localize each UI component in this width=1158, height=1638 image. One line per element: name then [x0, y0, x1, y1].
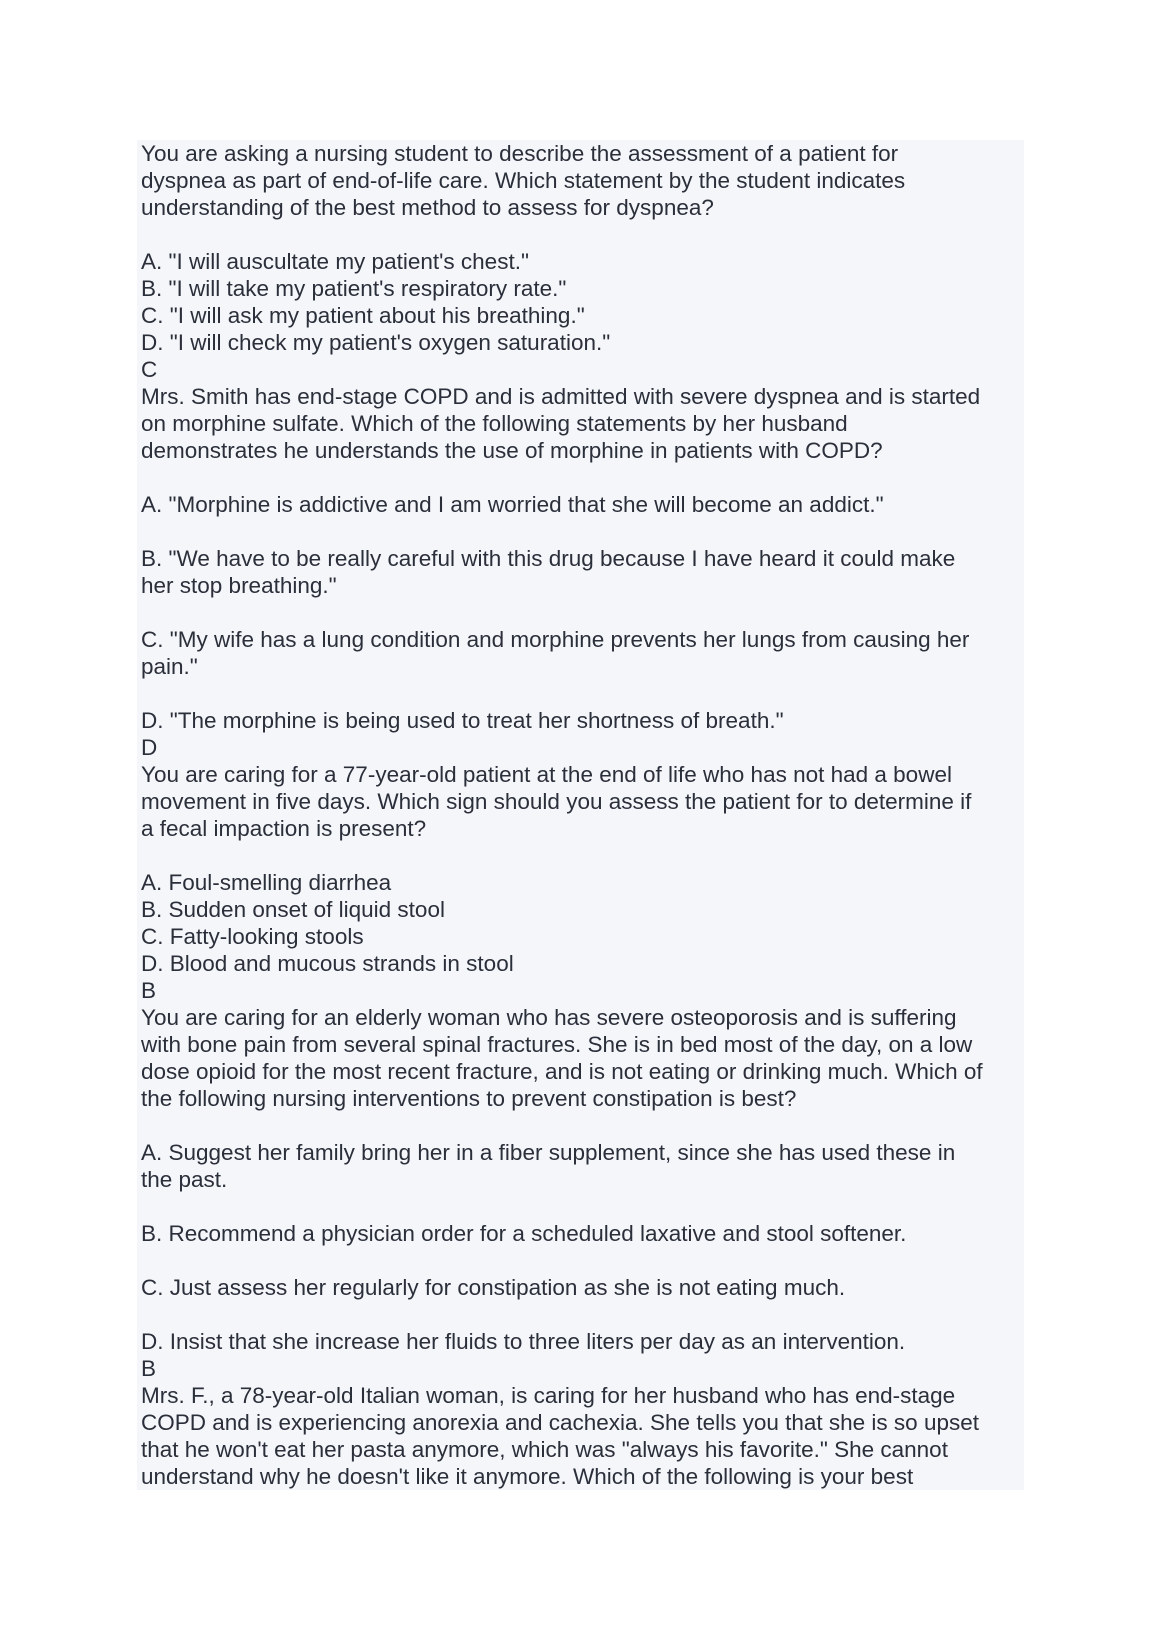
spacer	[141, 842, 1020, 869]
question-1-option-a: A. "I will auscultate my patient's chest."	[141, 249, 529, 274]
spacer	[141, 1112, 1020, 1139]
spacer	[141, 518, 1020, 545]
spacer	[141, 599, 1020, 626]
question-2-option-d: D. "The morphine is being used to treat her shortness of breath."	[141, 708, 784, 733]
spacer	[141, 1247, 1020, 1274]
question-4-option-c: C. Just assess her regularly for constipation as she is not eating much.	[141, 1275, 846, 1300]
question-4-stem-line-4: the following nursing interventions to prevent constipation is best?	[141, 1086, 797, 1111]
question-2-stem-line-1: Mrs. Smith has end-stage COPD and is admitted with severe dyspnea and is started	[141, 384, 981, 409]
question-3-stem-line-2: movement in five days. Which sign should you assess the patient for to determine if	[141, 789, 972, 814]
question-3-option-b: B. Sudden onset of liquid stool	[141, 897, 445, 922]
question-5-stem-line-2: COPD and is experiencing anorexia and cachexia. She tells you that she is so upset	[141, 1410, 979, 1435]
question-1-option-d: D. "I will check my patient's oxygen saturation."	[141, 330, 611, 355]
question-3-stem-line-3: a fecal impaction is present?	[141, 816, 427, 841]
question-2-option-b-line-1: B. "We have to be really careful with this drug because I have heard it could make	[141, 546, 956, 571]
question-2-option-b-line-2: her stop breathing."	[141, 573, 337, 598]
question-5-stem-line-4: understand why he doesn't like it anymore. Which of the following is your best	[141, 1464, 914, 1489]
question-3-stem-line-1: You are caring for a 77-year-old patient at the end of life who has not had a bowel	[141, 762, 952, 787]
question-2-stem-line-2: on morphine sulfate. Which of the following statements by her husband	[141, 411, 848, 436]
question-4-stem-line-1: You are caring for an elderly woman who has severe osteoporosis and is suffering	[141, 1005, 957, 1030]
question-2-option-a: A. "Morphine is addictive and I am worried that she will become an addict."	[141, 492, 884, 517]
question-1-option-b: B. "I will take my patient's respiratory rate."	[141, 276, 567, 301]
question-5-stem-line-1: Mrs. F., a 78-year-old Italian woman, is caring for her husband who has end-stage	[141, 1383, 956, 1408]
question-3-answer: B	[141, 978, 157, 1003]
spacer	[141, 680, 1020, 707]
question-4-option-a-line-2: the past.	[141, 1167, 228, 1192]
spacer	[141, 464, 1020, 491]
question-1-stem-line-1: You are asking a nursing student to describe the assessment of a patient for	[141, 141, 899, 166]
question-4-option-b: B. Recommend a physician order for a scheduled laxative and stool softener.	[141, 1221, 907, 1246]
question-3-option-d: D. Blood and mucous strands in stool	[141, 951, 514, 976]
question-4-stem-line-3: dose opioid for the most recent fracture, and is not eating or drinking much. Which of	[141, 1059, 983, 1084]
question-1-answer: C	[141, 357, 158, 382]
question-3-option-c: C. Fatty-looking stools	[141, 924, 364, 949]
question-1-option-c: C. "I will ask my patient about his breathing."	[141, 303, 585, 328]
quiz-text-block	[137, 140, 1024, 1490]
spacer	[141, 221, 1020, 248]
spacer	[141, 1193, 1020, 1220]
question-2-answer: D	[141, 735, 158, 760]
question-4-answer: B	[141, 1356, 157, 1381]
question-2-option-c-line-1: C. "My wife has a lung condition and morphine prevents her lungs from causing her	[141, 627, 970, 652]
question-5-stem-line-3: that he won't eat her pasta anymore, which was "always his favorite." She cannot	[141, 1437, 948, 1462]
question-2-option-c-line-2: pain."	[141, 654, 198, 679]
question-3-option-a: A. Foul-smelling diarrhea	[141, 870, 392, 895]
question-1-stem-line-3: understanding of the best method to assess for dyspnea?	[141, 195, 714, 220]
question-4-option-a-line-1: A. Suggest her family bring her in a fiber supplement, since she has used these in	[141, 1140, 956, 1165]
question-4-stem-line-2: with bone pain from several spinal fractures. She is in bed most of the day, on a low	[141, 1032, 973, 1057]
question-4-option-d: D. Insist that she increase her fluids to three liters per day as an intervention.	[141, 1329, 906, 1354]
question-2-stem-line-3: demonstrates he understands the use of morphine in patients with COPD?	[141, 438, 883, 463]
spacer	[141, 1301, 1020, 1328]
question-1-stem-line-2: dyspnea as part of end-of-life care. Which statement by the student indicates	[141, 168, 906, 193]
